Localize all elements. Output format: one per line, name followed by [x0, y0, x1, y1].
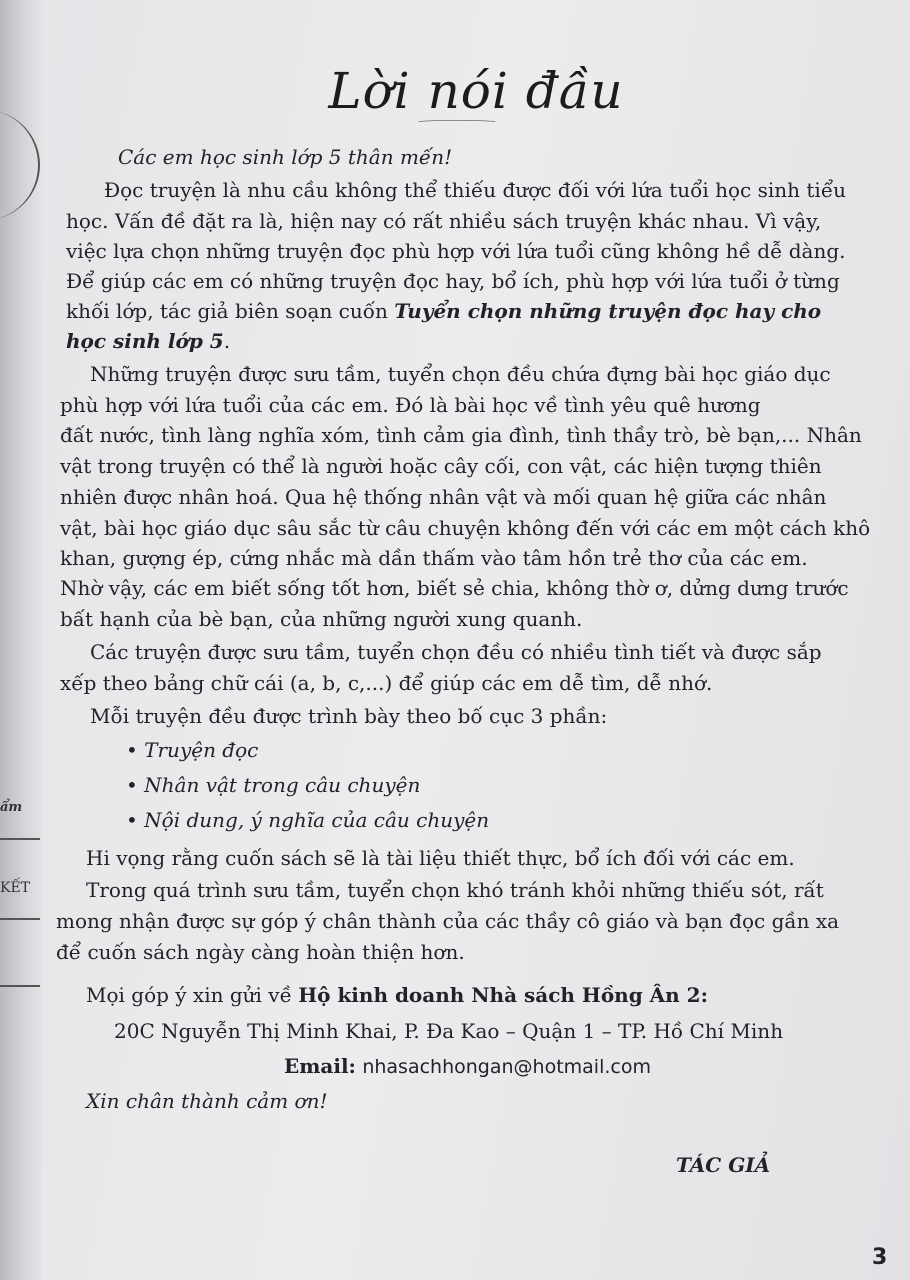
- adjacent-page-rule: [0, 838, 40, 840]
- paragraph-6-line: mong nhận được sự góp ý chân thành của các thầy cô giáo và bạn đọc gần xa: [56, 909, 840, 933]
- adjacent-page-fragment: KẾT: [0, 880, 31, 896]
- paragraph-1-line: học. Vấn đề đặt ra là, hiện nay có rất nhiều sách truyện khác nhau. Vì vậy,: [66, 209, 822, 233]
- paragraph-1-line: Để giúp các em có những truyện đọc hay, bổ ích, phù hợp với lứa tuổi ở từng: [66, 269, 840, 293]
- paragraph-1-line: [66, 301, 821, 321]
- bullet-text: Nhân vật trong câu chuyện: [144, 773, 421, 797]
- paragraph-3-line: Các truyện được sưu tầm, tuyển chọn đều có nhiều tình tiết và được sắp: [90, 640, 822, 664]
- adjacent-page-fragment: ẩm: [0, 800, 23, 815]
- paragraph-2-line: phù hợp với lứa tuổi của các em. Đó là bài học về tình yêu quê hương: [60, 393, 761, 417]
- book-page: [42, 0, 910, 1280]
- paragraph-1-line: Đọc truyện là nhu cầu không thể thiếu được đối với lứa tuổi học sinh tiểu: [104, 178, 847, 202]
- paragraph-2-line: Nhờ vậy, các em biết sống tốt hơn, biết sẻ chia, không thờ ơ, dửng dưng trước: [60, 576, 849, 600]
- paragraph-1-line: việc lựa chọn những truyện đọc phù hợp với lứa tuổi cũng không hề dễ dàng.: [66, 239, 846, 263]
- contact-line: [86, 985, 708, 1005]
- contact-intro: Mọi góp ý xin gửi về: [86, 983, 299, 1007]
- page-title: Lời nói đầu: [328, 62, 624, 120]
- email-label: Email:: [284, 1054, 356, 1078]
- paragraph-2-line: khan, gượng ép, cứng nhắc mà dần thấm vào tâm hồn trẻ thơ của các em.: [60, 546, 808, 570]
- paragraph-5: Hi vọng rằng cuốn sách sẽ là tài liệu thiết thực, bổ ích đối với các em.: [86, 846, 795, 870]
- paragraph-2-line: nhiên được nhân hoá. Qua hệ thống nhân vật và mối quan hệ giữa các nhân: [60, 485, 827, 509]
- paragraph-1-line: học sinh lớp 5.: [66, 329, 231, 353]
- adjacent-page-rule: [0, 918, 40, 920]
- paragraph-1-text: khối lớp, tác giả biên soạn cuốn: [66, 299, 395, 323]
- book-title: Tuyển chọn những truyện đọc hay cho: [394, 299, 822, 323]
- author-signature: TÁC GIẢ: [676, 1153, 771, 1177]
- paragraph-2-line: vật, bài học giáo dục sâu sắc từ câu chuyện không đến với các em một cách khô: [60, 516, 871, 540]
- bullet-item: • Nhân vật trong câu chuyện: [126, 773, 421, 797]
- adjacent-page-arc: [0, 110, 40, 220]
- page-number: 3: [872, 1245, 888, 1270]
- paragraph-6-line: Trong quá trình sưu tầm, tuyển chọn khó tránh khỏi những thiếu sót, rất: [86, 878, 824, 902]
- bullet-text: Nội dung, ý nghĩa của câu chuyện: [144, 808, 490, 832]
- paragraph-2-line: đất nước, tình làng nghĩa xóm, tình cảm gia đình, tình thầy trò, bè bạn,... Nhân: [60, 423, 862, 447]
- adjacent-page-rule: [0, 985, 40, 987]
- contact-email-line: [284, 1056, 651, 1077]
- thanks-line: Xin chân thành cảm ơn!: [86, 1089, 328, 1113]
- bullet-item: • Truyện đọc: [126, 738, 259, 762]
- title-flourish: [342, 120, 572, 122]
- paragraph-2-line: bất hạnh của bè bạn, của những người xung quanh.: [60, 607, 583, 631]
- email-address: nhasachhongan@hotmail.com: [362, 1056, 651, 1078]
- paragraph-6-line: để cuốn sách ngày càng hoàn thiện hơn.: [56, 940, 465, 964]
- company-name: Hộ kinh doanh Nhà sách Hồng Ân 2:: [298, 983, 708, 1007]
- adjacent-page-edge: [0, 0, 42, 1280]
- paragraph-2-line: vật trong truyện có thể là người hoặc cây cối, con vật, các hiện tượng thiên: [60, 454, 822, 478]
- paragraph-2-line: Những truyện được sưu tầm, tuyển chọn đều chứa đựng bài học giáo dục: [90, 362, 831, 386]
- book-title: học sinh lớp 5: [66, 329, 224, 353]
- paragraph-3-line: xếp theo bảng chữ cái (a, b, c,...) để giúp các em dễ tìm, dễ nhớ.: [60, 671, 713, 695]
- greeting: Các em học sinh lớp 5 thân mến!: [118, 145, 453, 169]
- bullet-item: • Nội dung, ý nghĩa của câu chuyện: [126, 808, 490, 832]
- paragraph-4-intro: Mỗi truyện đều được trình bày theo bố cục 3 phần:: [90, 704, 608, 728]
- contact-address: 20C Nguyễn Thị Minh Khai, P. Đa Kao – Quận 1 – TP. Hồ Chí Minh: [114, 1019, 784, 1043]
- bullet-text: Truyện đọc: [144, 738, 259, 762]
